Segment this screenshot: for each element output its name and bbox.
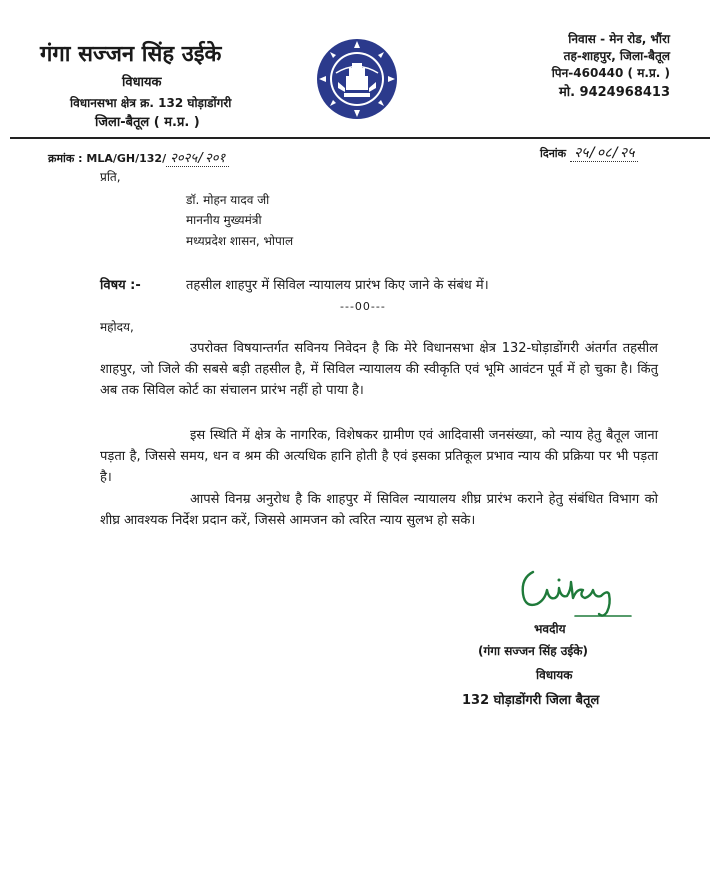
subject-label: विषय :- bbox=[100, 278, 141, 293]
signoff-designation: विधायक bbox=[536, 668, 573, 682]
addressee-name: डॉ. मोहन यादव जी bbox=[186, 193, 270, 207]
subject-text: तहसील शाहपुर में सिविल न्यायालय प्रारंभ किए जाने के संबंध में। bbox=[186, 278, 489, 293]
date-label: दिनांक bbox=[540, 147, 567, 160]
madhya-pradesh-state-emblem-icon bbox=[316, 38, 398, 120]
address-line-2: तह-शाहपुर, जिला-बैतूल bbox=[563, 49, 670, 63]
signoff-constituency: 132 घोड़ाडोंगरी जिला बैतूल bbox=[462, 693, 600, 708]
subject-divider: ---00--- bbox=[340, 300, 386, 313]
address-pin: पिन-460440 ( म.प्र. ) bbox=[551, 66, 670, 80]
mobile-number: मो. 9424968413 bbox=[558, 85, 670, 100]
letterhead-name: गंगा सज्जन सिंह उईके bbox=[40, 42, 222, 67]
salutation: महोदय, bbox=[100, 320, 134, 334]
letterhead-divider bbox=[10, 137, 710, 139]
handwritten-signature-icon bbox=[515, 560, 635, 620]
address-line-1: निवास - मेन रोड, भौंरा bbox=[568, 32, 670, 46]
signoff-name: (गंगा सज्जन सिंह उईके) bbox=[478, 644, 588, 658]
letterhead-designation: विधायक bbox=[122, 75, 162, 90]
body-paragraph-3: आपसे विनम्र अनुरोध है कि शाहपुर में सिविल न्यायालय शीघ्र प्रारंभ कराने हेतु संबंधित विभाग को शीघ्र आवश्यक निर्देश प्रदान करें, जिससे आमजन को त्वरित न्याय सुलभ हो सके। bbox=[100, 492, 658, 528]
date-value: २५/०८/२५ bbox=[570, 145, 639, 162]
addressee-title: माननीय मुख्यमंत्री bbox=[186, 213, 262, 227]
reference-label: क्रमांक : MLA/GH/132/ bbox=[48, 152, 167, 165]
signoff-closing: भवदीय bbox=[534, 622, 566, 636]
addressee-prefix: प्रति, bbox=[100, 170, 121, 184]
body-paragraph-1: उपरोक्त विषयान्तर्गत सविनय निवेदन है कि मेरे विधानसभा क्षेत्र 132-घोड़ाडोंगरी अंतर्गत तहसील शाहपुर, जो जिले की सबसे बड़ी तहसील है, में सिविल न्यायालय की स्वीकृति एवं भूमि आवंटन पूर्व में हो चुका है। किंतु अब तक सिविल कोर्ट का संचालन प्रारंभ नहीं हो पाया है। bbox=[100, 341, 658, 398]
letterhead-district: जिला-बैतूल ( म.प्र. ) bbox=[95, 115, 200, 130]
letter-date bbox=[540, 143, 638, 162]
reference-handwritten-number: २०२५/२०१ bbox=[166, 151, 229, 167]
addressee-office: मध्यप्रदेश शासन, भोपाल bbox=[186, 234, 294, 248]
letterhead-constituency: विधानसभा क्षेत्र क्र. 132 घोड़ाडोंगरी bbox=[70, 96, 232, 110]
reference-number bbox=[48, 148, 229, 166]
body-paragraph-2: इस स्थिति में क्षेत्र के नागरिक, विशेषकर ग्रामीण एवं आदिवासी जनसंख्या, को न्याय हेतु बैतूल जाना पड़ता है, जिससे समय, धन व श्रम की अत्यधिक हानि होती है एवं इसका प्रतिकूल प्रभाव न्याय की प्रक्रिया पर भी पड़ता है। bbox=[100, 428, 658, 485]
